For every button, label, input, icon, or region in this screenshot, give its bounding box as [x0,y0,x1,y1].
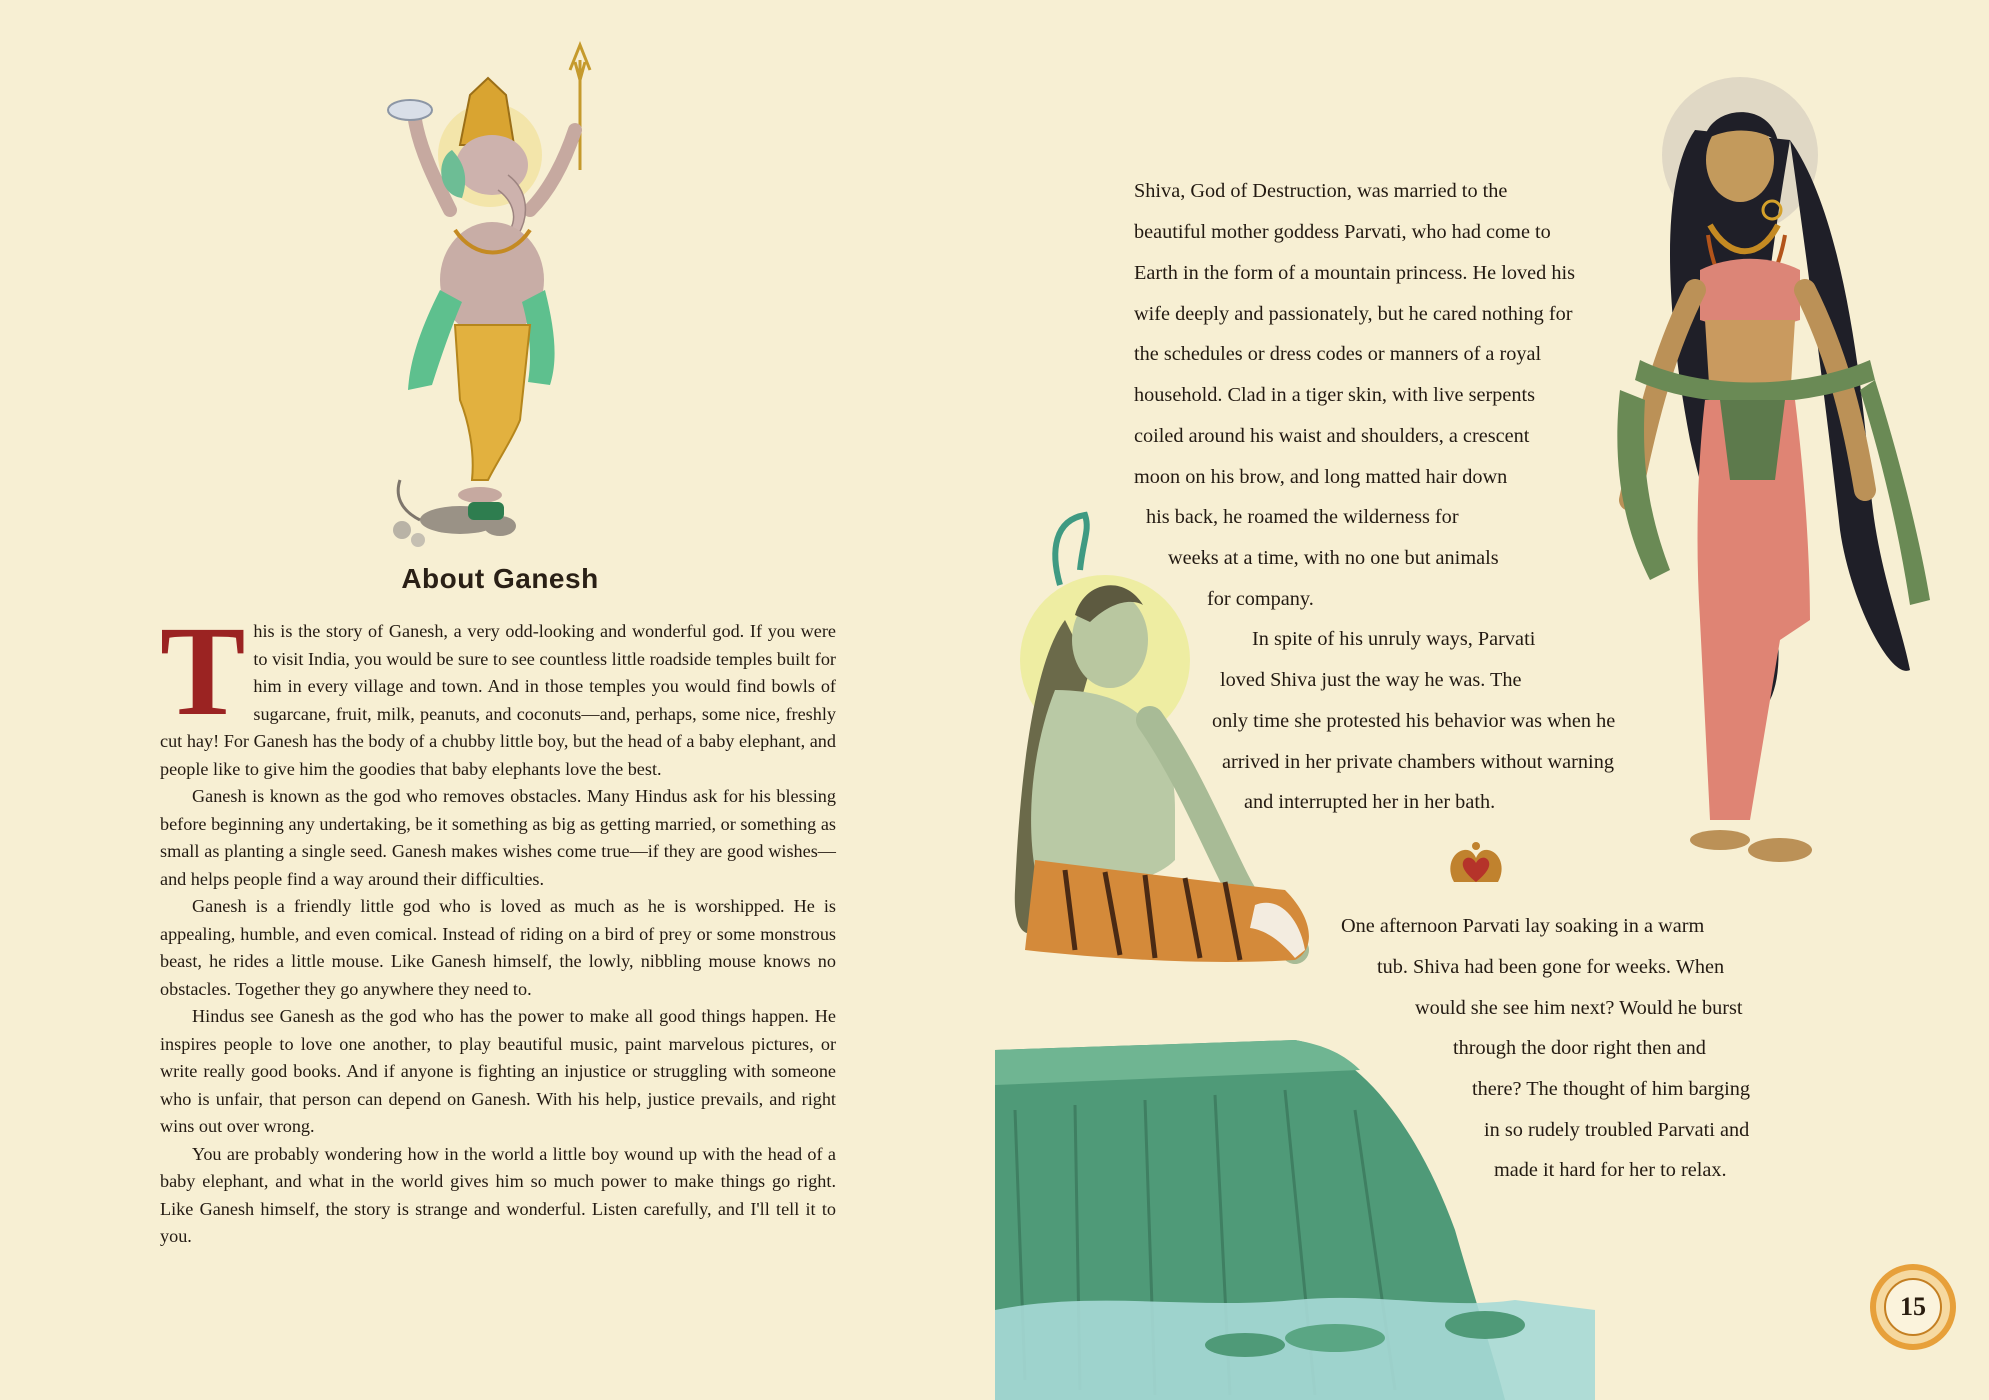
left-body-text [160,600,836,1251]
paragraph: You are probably wondering how in the world a little boy wound up with the head of a baby elephant, and what in the world gives him so much power to make things go right. Like Ganesh himself, the story is strange and wonderful. Listen carefully, and I'll tell it to you. [160,1143,836,1246]
story-line: In spite of his unruly ways, Parvati [1252,628,1536,650]
story-line: through the door right then and [1453,1037,1706,1059]
paragraph-text: his is the story of Ganesh, a very odd-looking and wonderful god. If you were to visit India, you would be sure to see countless little roadside temples built for him in every village and town. And in those temples you would find bowls of sugarcane, fruit, milk, peanuts, and coconuts—and, perhaps, some nice, freshly cut hay! For Ganesh has the body of a chubby little boy, but the head of a baby elephant, and people like to give him the goodies that baby elephants love the best. [160,621,836,779]
story-line: moon on his brow, and long matted hair down [1134,466,1508,488]
story-line: tub. Shiva had been gone for weeks. When [1377,956,1725,978]
paragraph: Ganesh is known as the god who removes obstacles. Many Hindus ask for his blessing before beginning any undertaking, be it something as big as getting married, or something as small as planting a single seed. Ganesh makes wishes come true—if they are good wishes—and helps people find a way around their difficulties. [160,786,836,889]
paragraph: Ganesh is a friendly little god who is loved as much as he is worshipped. He is appealing, humble, and even comical. Instead of riding on a bird of prey or some monstrous beast, he rides a little mouse. Like Ganesh himself, the lowly, nibbling mouse knows no obstacles. Together they go anywhere they need to. [160,896,836,999]
drop-cap: T [160,600,246,742]
story-line: the schedules or dress codes or manners of a royal [1134,343,1542,365]
parvati-illustration [1600,60,1960,900]
story-line: in so rudely troubled Parvati and [1484,1119,1750,1141]
story-line: there? The thought of him barging [1472,1078,1751,1100]
page-number: 15 [1900,1292,1926,1321]
story-line: and interrupted her in her bath. [1244,791,1496,813]
story-line: household. Clad in a tiger skin, with live serpents [1134,384,1536,406]
section-heading: About Ganesh [401,563,599,594]
story-line: his back, he roamed the wilderness for [1146,506,1459,528]
ganesh-illustration [380,40,620,560]
story-line: for company. [1207,588,1314,610]
story-line: only time she protested his behavior was when he [1212,710,1616,732]
story-line: Earth in the form of a mountain princess. He loved his [1134,262,1576,284]
story-line: made it hard for her to relax. [1494,1159,1727,1181]
paragraph [160,600,836,783]
page-number-badge [1868,1262,1958,1352]
story-line: weeks at a time, with no one but animals [1168,547,1499,569]
heart-ornament-icon [1446,838,1506,894]
story-line: loved Shiva just the way he was. The [1220,669,1522,691]
paragraph: Hindus see Ganesh as the god who has the power to make all good things happen. He inspires people to love one another, to play beautiful music, paint marvelous pictures, or write really good books. And if anyone is fighting an injustice or struggling with someone who is unfair, that person can depend on Ganesh. With his help, justice prevails, and right wins out over wrong. [160,1006,836,1136]
story-line: arrived in her private chambers without warning [1222,751,1614,773]
story-line: One afternoon Parvati lay soaking in a warm [1341,915,1705,937]
story-line: would she see him next? Would he burst [1415,997,1743,1019]
story-line: wife deeply and passionately, but he cared nothing for [1134,303,1573,325]
story-line: coiled around his waist and shoulders, a crescent [1134,425,1530,447]
story-line: beautiful mother goddess Parvati, who had come to [1134,221,1551,243]
story-line: Shiva, God of Destruction, was married to the [1134,180,1508,202]
